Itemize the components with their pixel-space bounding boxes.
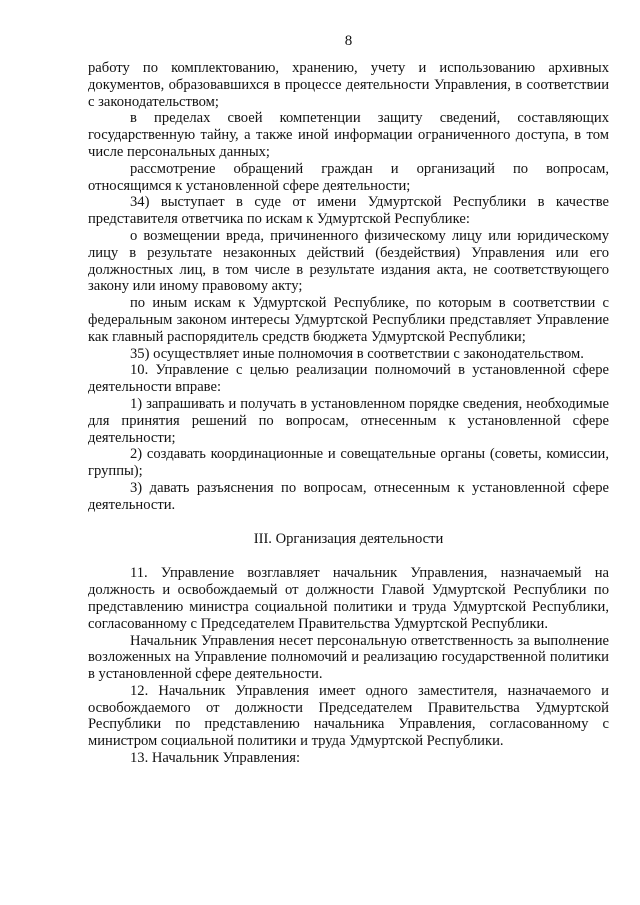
paragraph-13: 13. Начальник Управления: xyxy=(130,750,301,767)
paragraph-10-3: 3) давать разъяснения по вопросам, отнесенным к установленной сфере деятельности. xyxy=(88,479,609,513)
paragraph-34-other: по иным искам к Удмуртской Республике, по которым в соответствии с федеральным законом интересы Удмуртской Республики представляет Управление как главный распорядитель средств бюджета Удмуртской Республики; xyxy=(88,295,609,345)
paragraph-12: 12. Начальник Управления имеет одного заместителя, назначаемого и освобождаемого от должности Председателем Правительства Удмуртской Республики по представлению начальника Управления, согласованному с министром социальной политики и труда Удмуртской Республики. xyxy=(88,682,609,750)
paragraph-11: 11. Управление возглавляет начальник Управления, назначаемый на должность и освобождаемый от должности Главой Удмуртской Республики по представлению министра социальной политики и труда Удмуртской Республики, согласованному с Председателем Правительства Удмуртской Республики. xyxy=(88,565,609,632)
page-number: 8 xyxy=(344,33,353,49)
paragraph-34-damages: о возмещении вреда, причиненного физическому лицу или юридическому лицу в результате незаконных действий (бездействия) Управления или его должностных лиц, в том числе в результате издания акта, не соответствующего закону или иному правовому акту; xyxy=(88,227,609,295)
paragraph-35: 35) осуществляет иные полномочия в соответствии с законодательством. xyxy=(130,345,584,362)
paragraph-archives: работу по комплектованию, хранению, учету и использованию архивных документов, образовавшихся в процессе деятельности Управления, в соответствии с законодательством; xyxy=(88,60,609,110)
paragraph-11-responsibility: Начальник Управления несет персональную ответственность за выполнение возложенных на Управление полномочий и реализацию государственной политики в установленной сфере деятельности. xyxy=(88,632,609,683)
document-body xyxy=(88,60,609,767)
paragraph-appeals: рассмотрение обращений граждан и организаций по вопросам, относящимся к установленной сфере деятельности; xyxy=(88,160,609,194)
paragraph-secrets: в пределах своей компетенции защиту сведений, составляющих государственную тайну, а также иной информации ограниченного доступа, в том числе персональных данных; xyxy=(88,110,609,160)
paragraph-10-1: 1) запрашивать и получать в установленном порядке сведения, необходимые для принятия решений по вопросам, отнесенным к установленной сфере деятельности; xyxy=(88,395,609,446)
section-heading: III. Организация деятельности xyxy=(253,530,444,547)
paragraph-34: 34) выступает в суде от имени Удмуртской Республики в качестве представителя ответчика по искам к Удмуртской Республике: xyxy=(88,194,609,228)
paragraph-10: 10. Управление с целью реализации полномочий в установленной сфере деятельности вправе: xyxy=(88,362,609,396)
paragraph-10-2: 2) создавать координационные и совещательные органы (советы, комиссии, группы); xyxy=(88,446,609,480)
